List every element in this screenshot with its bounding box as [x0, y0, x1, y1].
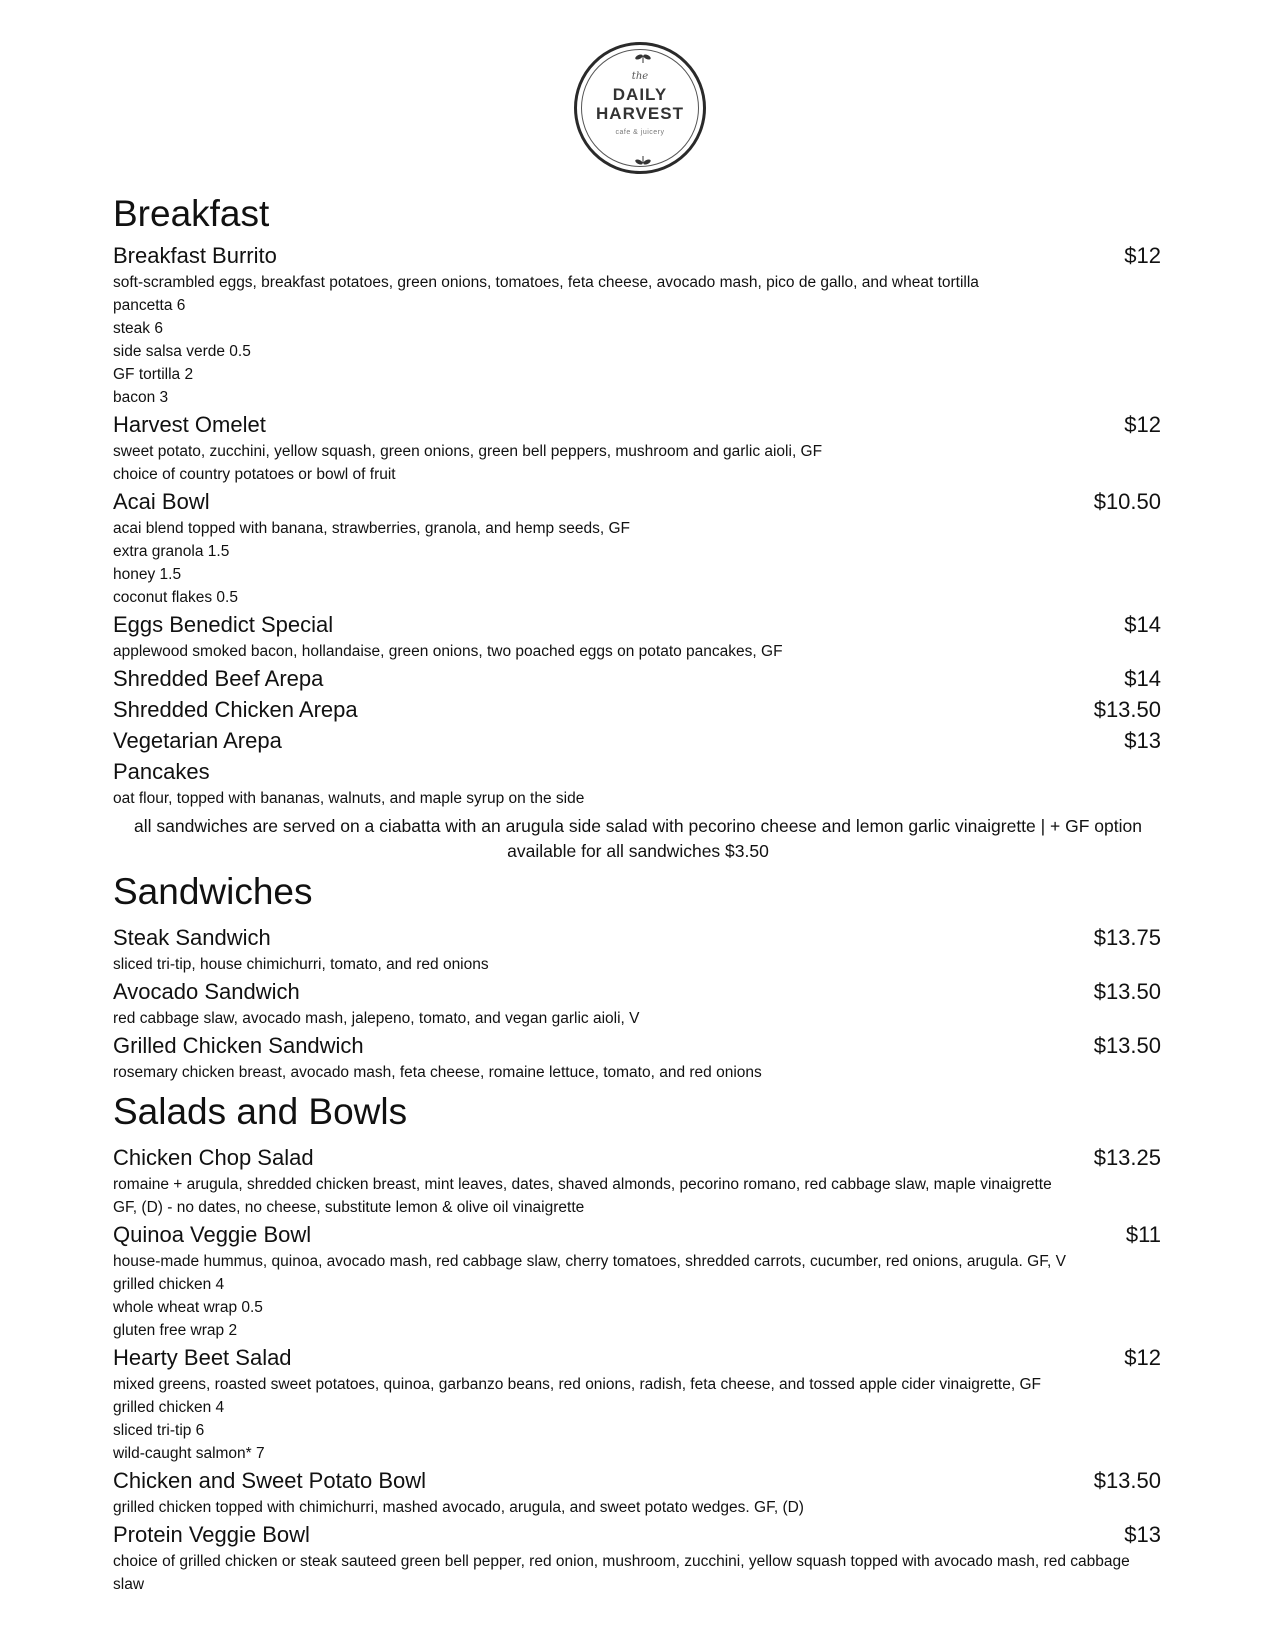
menu-item-price: $13: [1124, 728, 1161, 753]
menu-item-header: [113, 694, 1163, 725]
menu-item-addon: honey 1.5: [113, 566, 182, 583]
menu-item-addon: steak 6: [113, 320, 163, 337]
menu-item-header: [113, 1519, 1163, 1550]
salad-items: [113, 1142, 1163, 1596]
menu-item-name: Quinoa Veggie Bowl: [113, 1222, 312, 1247]
menu-item: [113, 694, 1163, 725]
logo-daily: DAILY: [612, 85, 668, 104]
logo-tagline: cafe & juicery: [615, 129, 665, 136]
menu-item-description: grilled chicken topped with chimichurri, mashed avocado, arugula, and sweet potato wedges. GF, (D): [113, 1499, 804, 1516]
menu-item-price: $14: [1124, 612, 1161, 637]
menu-item-name: Chicken and Sweet Potato Bowl: [113, 1468, 427, 1493]
menu-item-name: Steak Sandwich: [113, 925, 271, 950]
menu-item-addon: coconut flakes 0.5: [113, 589, 238, 606]
menu-item-header: [113, 725, 1163, 756]
salads-heading: Salads and Bowls: [113, 1091, 408, 1132]
menu-item-price: $12: [1124, 412, 1161, 437]
menu-item-name: Eggs Benedict Special: [113, 612, 334, 637]
menu-item-name: Breakfast Burrito: [113, 243, 277, 268]
menu-item-header: [113, 1219, 1163, 1250]
menu-item-description: romaine + arugula, shredded chicken breast, mint leaves, dates, shaved almonds, pecorino romano, red cabbage slaw, maple vinaigrette: [113, 1176, 1052, 1193]
menu-item-price: $13.50: [1093, 697, 1161, 722]
menu-item-addon: sliced tri-tip 6: [113, 1422, 205, 1439]
menu-item-name: Shredded Beef Arepa: [113, 666, 324, 691]
menu-item: [113, 922, 1163, 976]
menu-item-addon: wild-caught salmon* 7: [113, 1445, 265, 1462]
sandwich-items: [113, 922, 1163, 1084]
menu-item: [113, 486, 1163, 609]
menu-item-price: $11: [1125, 1222, 1161, 1247]
menu-item-price: $10.50: [1093, 489, 1161, 514]
menu-item: [113, 663, 1163, 694]
menu-item-price: $12: [1124, 243, 1161, 268]
menu-item-header: [113, 976, 1163, 1007]
menu-item-addon: gluten free wrap 2: [113, 1322, 238, 1339]
menu-item-description: house-made hummus, quinoa, avocado mash, red cabbage slaw, cherry tomatoes, shredded carrots, cucumber, red onions, arugula. GF, V: [113, 1253, 1066, 1270]
daily-harvest-logo: [574, 42, 706, 174]
menu-item: [113, 1519, 1163, 1596]
menu-item-name: Pancakes: [113, 759, 210, 784]
menu-item-price: $13.75: [1093, 925, 1161, 950]
breakfast-items: [113, 240, 1163, 810]
menu-item-header: [113, 922, 1163, 953]
menu-item-header: [113, 663, 1163, 694]
menu-item: [113, 609, 1163, 663]
menu-item-header: [113, 756, 1163, 787]
menu-item-header: [113, 1142, 1163, 1173]
menu-item-name: Hearty Beet Salad: [113, 1345, 292, 1370]
menu-item-price: $13.50: [1093, 1033, 1161, 1058]
leaf-sprig-icon: [633, 53, 653, 63]
menu-item: [113, 725, 1163, 756]
menu-item: [113, 976, 1163, 1030]
menu-item-addon: bacon 3: [113, 389, 169, 406]
menu-content: [113, 188, 1163, 1596]
sandwiches-heading: Sandwiches: [113, 871, 313, 912]
menu-item-name: Avocado Sandwich: [113, 979, 300, 1004]
menu-item-name: Grilled Chicken Sandwich: [113, 1033, 364, 1058]
menu-item-addon: grilled chicken 4: [113, 1276, 225, 1293]
menu-item-header: [113, 1342, 1163, 1373]
menu-item: [113, 240, 1163, 409]
menu-item-addon: choice of country potatoes or bowl of fruit: [113, 466, 396, 483]
menu-item: [113, 409, 1163, 486]
menu-item-header: [113, 486, 1163, 517]
menu-item-header: [113, 409, 1163, 440]
menu-item-addon: grilled chicken 4: [113, 1399, 225, 1416]
menu-item-name: Shredded Chicken Arepa: [113, 697, 358, 722]
menu-item-description: mixed greens, roasted sweet potatoes, quinoa, garbanzo beans, red onions, radish, feta cheese, and tossed apple cider vinaigrette, GF: [113, 1376, 1041, 1393]
menu-item-description: oat flour, topped with bananas, walnuts, and maple syrup on the side: [113, 790, 585, 807]
sandwich-note: all sandwiches are served on a ciabatta with an arugula side salad with pecorino cheese and lemon garlic vinaigrette | + GF option available for all sandwiches $3.50: [134, 816, 1142, 861]
menu-item-description: applewood smoked bacon, hollandaise, green onions, two poached eggs on potato pancakes, GF: [113, 643, 783, 660]
menu-item-description: sweet potato, zucchini, yellow squash, green onions, green bell peppers, mushroom and garlic aioli, GF: [113, 443, 823, 460]
logo-the: the: [631, 71, 649, 82]
menu-item-price: $12: [1124, 1345, 1161, 1370]
menu-item-name: Vegetarian Arepa: [113, 728, 282, 753]
menu-item-description: sliced tri-tip, house chimichurri, tomato, and red onions: [113, 956, 489, 973]
menu-item: [113, 756, 1163, 810]
menu-item-name: Protein Veggie Bowl: [113, 1522, 310, 1547]
menu-item-header: [113, 1465, 1163, 1496]
menu-item-name: Chicken Chop Salad: [113, 1145, 314, 1170]
menu-item-header: [113, 1030, 1163, 1061]
menu-item: [113, 1342, 1163, 1465]
menu-item-name: Acai Bowl: [113, 489, 210, 514]
menu-item-price: $13.50: [1093, 979, 1161, 1004]
menu-item-price: $13.50: [1093, 1468, 1161, 1493]
menu-item-price: $13: [1124, 1522, 1161, 1547]
menu-item: [113, 1465, 1163, 1519]
menu-item-header: [113, 609, 1163, 640]
menu-item-addon: extra granola 1.5: [113, 543, 230, 560]
menu-item-name: Harvest Omelet: [113, 412, 266, 437]
menu-item-description: choice of grilled chicken or steak sauteed green bell pepper, red onion, mushroom, zucchini, yellow squash topped with avocado mash, red cabbage slaw: [113, 1553, 1130, 1593]
menu-item-addon: GF, (D) - no dates, no cheese, substitute lemon & olive oil vinaigrette: [113, 1199, 585, 1216]
menu-item-addon: side salsa verde 0.5: [113, 343, 251, 360]
logo-harvest: HARVEST: [596, 104, 684, 123]
menu-item: [113, 1142, 1163, 1219]
menu-item-addon: pancetta 6: [113, 297, 186, 314]
menu-item-description: soft-scrambled eggs, breakfast potatoes, green onions, tomatoes, feta cheese, avocado mash, pico de gallo, and wheat tortilla: [113, 274, 979, 291]
menu-item: [113, 1219, 1163, 1342]
menu-item-header: [113, 240, 1163, 271]
menu-item-addon: whole wheat wrap 0.5: [113, 1299, 263, 1316]
menu-item: [113, 1030, 1163, 1084]
menu-item-price: $13.25: [1093, 1145, 1161, 1170]
menu-item-description: rosemary chicken breast, avocado mash, feta cheese, romaine lettuce, tomato, and red onions: [113, 1064, 762, 1081]
menu-item-description: red cabbage slaw, avocado mash, jalepeno, tomato, and vegan garlic aioli, V: [113, 1010, 640, 1027]
menu-item-description: acai blend topped with banana, strawberries, granola, and hemp seeds, GF: [113, 520, 630, 537]
menu-item-price: $14: [1124, 666, 1161, 691]
breakfast-heading: Breakfast: [113, 193, 270, 234]
leaf-sprig-icon: [633, 156, 653, 166]
menu-item-addon: GF tortilla 2: [113, 366, 194, 383]
